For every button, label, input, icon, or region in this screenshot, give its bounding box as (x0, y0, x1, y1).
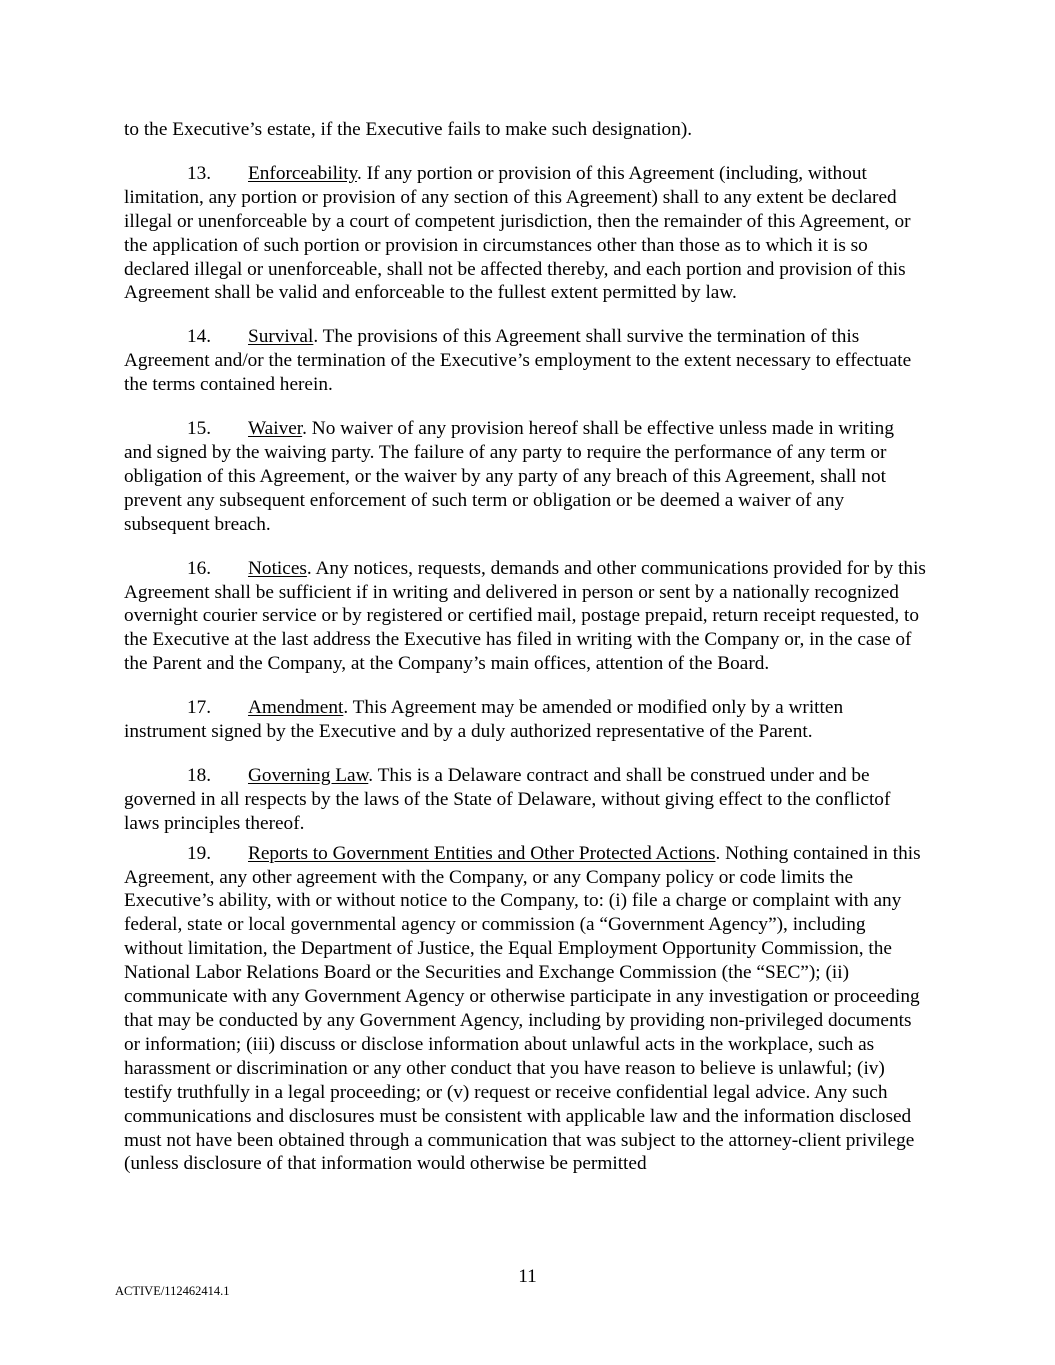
section-heading: Enforceability (248, 162, 358, 184)
section-number: 16. (187, 557, 212, 579)
section-18 (124, 764, 926, 836)
continuation-text: to the Executive’s estate, if the Executive fails to make such designation). (124, 119, 693, 140)
section-number: 13. (187, 162, 212, 184)
section-heading: Amendment (248, 697, 344, 719)
section-heading: Reports to Government Entities and Other Protected Actions (248, 842, 716, 864)
section-number: 19. (187, 842, 212, 864)
section-15 (124, 417, 926, 537)
section-number: 18. (187, 764, 212, 786)
section-text: . This is a Delaware contract and shall be construed under and be governed in all respects by the laws of the State of Delaware, without giving effect to the conflictof laws principles thereof. (124, 764, 891, 834)
section-text: . Nothing contained in this Agreement, any other agreement with the Company, or any Company policy or code limits the Executive’s ability, with or without notice to the Company, to: (i) file a charge or complaint with any federal, state or local governmental agency or commission (a “Government Agency”), including without limitation, the Department of Justice, the Equal Employment Opportunity Commission, the National Labor Relations Board or the Securities and Exchange Commission (the “SEC”); (ii) communicate with any Government Agency or otherwise participate in any investigation or proceeding that may be conducted by any Government Agency, including by providing non-privileged documents or information; (iii) discuss or disclose information about unlawful acts in the workplace, such as harassment or discrimination or any other conduct that you have reason to believe is unlawful; (iv) testify truthfully in a legal proceeding; or (v) request or receive confidential legal advice. Any such communications and disclosures must be consistent with applicable law and the information disclosed must not have been obtained through a communication that was subject to the attorney-client privilege (unless disclosure of that information would otherwise be permitted (124, 842, 921, 1175)
section-number: 17. (187, 697, 212, 719)
section-heading: Governing Law (248, 764, 369, 786)
section-16 (124, 557, 926, 677)
page-number: 11 (518, 1266, 537, 1287)
section-number: 15. (187, 418, 212, 440)
section-heading: Waiver (248, 418, 303, 440)
section-19 (124, 842, 926, 1177)
section-heading: Notices (248, 557, 307, 579)
document-id: ACTIVE/112462414.1 (115, 1284, 230, 1298)
section-14 (124, 325, 926, 397)
document-body (124, 118, 926, 1196)
section-text: . The provisions of this Agreement shall survive the termination of this Agreement and/or the termination of the Executive’s employment to the extent necessary to effectuate the terms contained herein. (124, 326, 912, 396)
section-text: . Any notices, requests, demands and other communications provided for by this Agreement shall be sufficient if in writing and delivered in person or sent by a nationally recognized overnight courier service or by registered or certified mail, postage prepaid, return receipt requested, to the Executive at the last address the Executive has filed in writing with the Company or, in the case of the Parent and the Company, at the Company’s main offices, attention of the Board. (124, 557, 926, 675)
section-text: . If any portion or provision of this Agreement (including, without limitation, any portion or provision of any section of this Agreement) shall to any extent be declared illegal or unenforceable by a court of competent jurisdiction, then the remainder of this Agreement, or the application of such portion or provision in circumstances other than those as to which it is so declared illegal or unenforceable, shall not be affected thereby, and each portion and provision of this Agreement shall be valid and enforceable to the fullest extent permitted by law. (124, 162, 911, 304)
section-13 (124, 162, 926, 305)
continuation-paragraph (124, 118, 926, 142)
section-text: . This Agreement may be amended or modified only by a written instrument signed by the Executive and by a duly authorized representative of the Parent. (124, 697, 844, 743)
section-text: . No waiver of any provision hereof shall be effective unless made in writing and signed by the waiving party. The failure of any party to require the performance of any term or obligation of this Agreement, or the waiver by any party of any breach of this Agreement, shall not prevent any subsequent enforcement of such term or obligation or be deemed a waiver of any subsequent breach. (124, 418, 894, 535)
section-heading: Survival (248, 326, 314, 348)
section-17 (124, 696, 926, 744)
section-number: 14. (187, 326, 212, 348)
